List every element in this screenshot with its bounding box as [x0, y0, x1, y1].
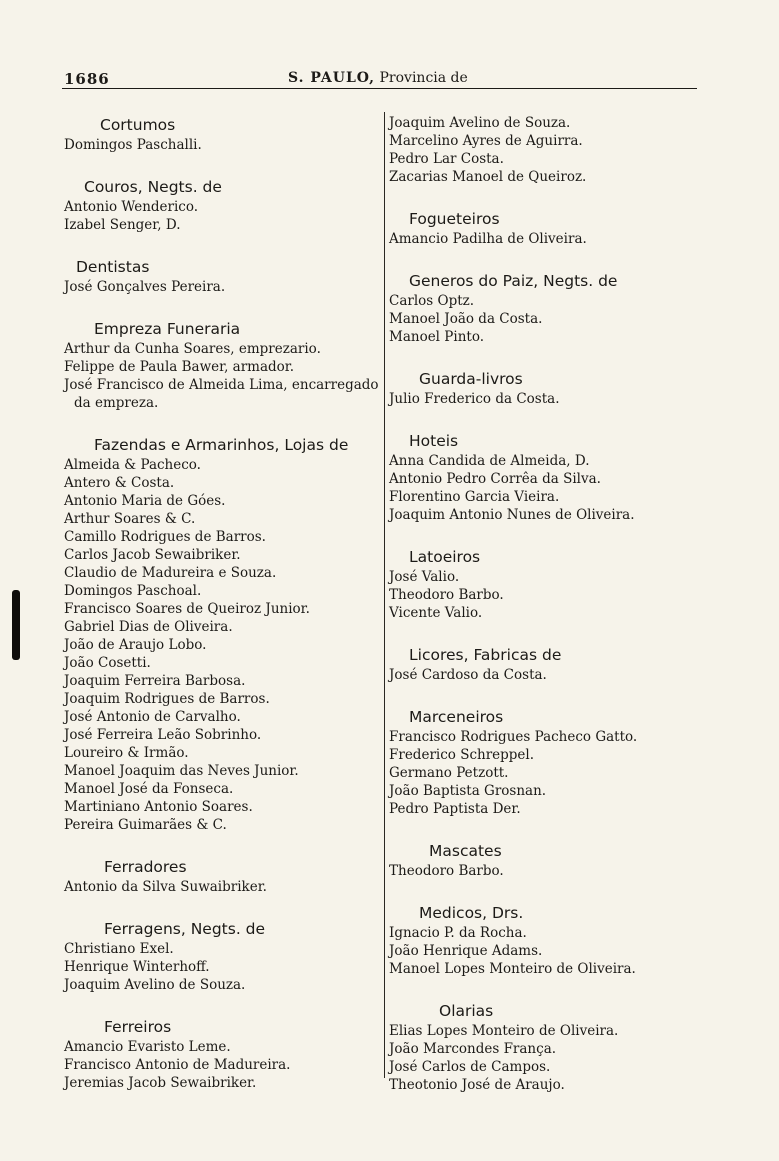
section-heading: Ferreiros — [104, 1018, 172, 1036]
section-heading: Cortumos — [100, 116, 176, 134]
column-divider — [384, 112, 385, 1078]
left-column — [64, 114, 380, 1114]
directory-entry: Manoel Lopes Monteiro de Oliveira. — [389, 961, 636, 977]
directory-entry: Manoel José da Fonseca. — [64, 781, 234, 797]
directory-entry: Antonio Pedro Corrêa da Silva. — [389, 471, 601, 487]
directory-section — [389, 270, 689, 346]
directory-entry: Arthur Soares & C. — [64, 511, 196, 527]
directory-entry: Florentino Garcia Vieira. — [389, 489, 560, 505]
section-heading: Ferragens, Negts. de — [104, 920, 266, 938]
directory-entry: Ignacio P. da Rocha. — [389, 925, 527, 941]
directory-entry: José Antonio de Carvalho. — [64, 709, 241, 725]
directory-entry: Antonio da Silva Suwaibriker. — [64, 879, 267, 895]
directory-entry: Francisco Soares de Queiroz Junior. — [64, 601, 310, 617]
directory-entry: Vicente Valio. — [389, 605, 483, 621]
section-heading: Medicos, Drs. — [419, 904, 524, 922]
directory-section — [64, 918, 380, 994]
directory-entry: João Marcondes França. — [389, 1041, 557, 1057]
directory-entry: Pedro Paptista Der. — [389, 801, 521, 817]
directory-entry: Antonio Maria de Góes. — [64, 493, 226, 509]
directory-entry: João Henrique Adams. — [389, 943, 543, 959]
directory-entry: Arthur da Cunha Soares, emprezario. — [64, 341, 321, 357]
directory-entry: Joaquim Avelino de Souza. — [64, 977, 246, 993]
directory-entry: Carlos Optz. — [389, 293, 475, 309]
directory-entry: Christiano Exel. — [64, 941, 174, 957]
section-heading: Couros, Negts. de — [84, 178, 222, 196]
section-heading: Olarias — [439, 1002, 494, 1020]
directory-section — [389, 840, 689, 880]
directory-entry: Claudio de Madureira e Souza. — [64, 565, 277, 581]
directory-entry: Manoel Joaquim das Neves Junior. — [64, 763, 299, 779]
directory-entry: Camillo Rodrigues de Barros. — [64, 529, 266, 545]
directory-entry: Amancio Padilha de Oliveira. — [389, 231, 587, 247]
directory-section — [389, 114, 689, 186]
directory-entry: Domingos Paschalli. — [64, 137, 202, 153]
directory-entry: José Francisco de Almeida Lima, encarregado da empreza. — [64, 377, 379, 411]
directory-entry: João Cosetti. — [64, 655, 151, 671]
directory-entry: Elias Lopes Monteiro de Oliveira. — [389, 1023, 619, 1039]
directory-entry: Frederico Schreppel. — [389, 747, 535, 763]
directory-entry: Felippe de Paula Bawer, armador. — [64, 359, 295, 375]
directory-entry: Joaquim Antonio Nunes de Oliveira. — [389, 507, 635, 523]
directory-entry: Francisco Rodrigues Pacheco Gatto. — [389, 729, 638, 745]
directory-entry: Carlos Jacob Sewaibriker. — [64, 547, 241, 563]
directory-section — [64, 434, 380, 834]
directory-entry: José Cardoso da Costa. — [389, 667, 547, 683]
directory-entry: Jeremias Jacob Sewaibriker. — [64, 1075, 257, 1091]
city-name: S. PAULO, — [288, 70, 376, 86]
section-heading: Fazendas e Armarinhos, Lojas de — [94, 436, 349, 454]
directory-section — [389, 644, 689, 684]
directory-entry: José Ferreira Leão Sobrinho. — [64, 727, 262, 743]
directory-entry: Manoel Pinto. — [389, 329, 484, 345]
directory-section — [389, 706, 689, 818]
directory-entry: Izabel Senger, D. — [64, 217, 181, 233]
page-number: 1686 — [64, 70, 110, 88]
binding-edge-mark — [12, 590, 20, 660]
header-rule — [62, 88, 697, 89]
directory-entry: José Gonçalves Pereira. — [64, 279, 226, 295]
section-heading: Marceneiros — [409, 708, 504, 726]
page-subtitle: Provincia de — [379, 70, 468, 86]
directory-section — [64, 256, 380, 296]
directory-section — [389, 902, 689, 978]
directory-entry: Joaquim Ferreira Barbosa. — [64, 673, 246, 689]
section-heading: Dentistas — [76, 258, 150, 276]
directory-entry: Pedro Lar Costa. — [389, 151, 504, 167]
directory-entry: Martiniano Antonio Soares. — [64, 799, 253, 815]
directory-section — [389, 546, 689, 622]
page-header — [62, 66, 697, 90]
section-heading: Ferradores — [104, 858, 187, 876]
directory-section — [64, 176, 380, 234]
directory-section — [389, 208, 689, 248]
directory-section — [64, 856, 380, 896]
directory-entry: Germano Petzott. — [389, 765, 509, 781]
directory-entry: Pereira Guimarães & C. — [64, 817, 227, 833]
directory-entry: Francisco Antonio de Madureira. — [64, 1057, 291, 1073]
right-column — [389, 114, 689, 1116]
section-heading: Licores, Fabricas de — [409, 646, 562, 664]
directory-entry: Julio Frederico da Costa. — [389, 391, 560, 407]
directory-entry: Manoel João da Costa. — [389, 311, 543, 327]
directory-entry: Antero & Costa. — [64, 475, 175, 491]
directory-entry: Loureiro & Irmão. — [64, 745, 189, 761]
directory-entry: Marcelino Ayres de Aguirra. — [389, 133, 583, 149]
directory-entry: Antonio Wenderico. — [64, 199, 199, 215]
directory-entry: Domingos Paschoal. — [64, 583, 202, 599]
section-heading: Fogueteiros — [409, 210, 500, 228]
section-heading: Guarda-livros — [419, 370, 523, 388]
directory-entry: Joaquim Rodrigues de Barros. — [64, 691, 270, 707]
directory-entry: Theodoro Barbo. — [389, 587, 504, 603]
directory-entry: José Carlos de Campos. — [389, 1059, 551, 1075]
directory-section — [389, 430, 689, 524]
section-heading: Latoeiros — [409, 548, 481, 566]
directory-entry: Zacarias Manoel de Queiroz. — [389, 169, 587, 185]
page-title — [288, 70, 468, 86]
directory-entry: Henrique Winterhoff. — [64, 959, 210, 975]
directory-entry: Joaquim Avelino de Souza. — [389, 115, 571, 131]
section-heading: Empreza Funeraria — [94, 320, 241, 338]
section-heading: Hoteis — [409, 432, 459, 450]
directory-section — [64, 318, 380, 412]
directory-section — [389, 368, 689, 408]
directory-entry: Theodoro Barbo. — [389, 863, 504, 879]
directory-section — [64, 1016, 380, 1092]
directory-section — [64, 114, 380, 154]
section-heading: Mascates — [429, 842, 502, 860]
directory-entry: João de Araujo Lobo. — [64, 637, 207, 653]
directory-entry: Gabriel Dias de Oliveira. — [64, 619, 233, 635]
directory-entry: Amancio Evaristo Leme. — [64, 1039, 231, 1055]
directory-entry: Theotonio José de Araujo. — [389, 1077, 565, 1093]
section-heading: Generos do Paiz, Negts. de — [409, 272, 618, 290]
directory-entry: Almeida & Pacheco. — [64, 457, 201, 473]
directory-section — [389, 1000, 689, 1094]
directory-entry: João Baptista Grosnan. — [389, 783, 547, 799]
directory-entry: José Valio. — [389, 569, 460, 585]
directory-entry: Anna Candida de Almeida, D. — [389, 453, 590, 469]
